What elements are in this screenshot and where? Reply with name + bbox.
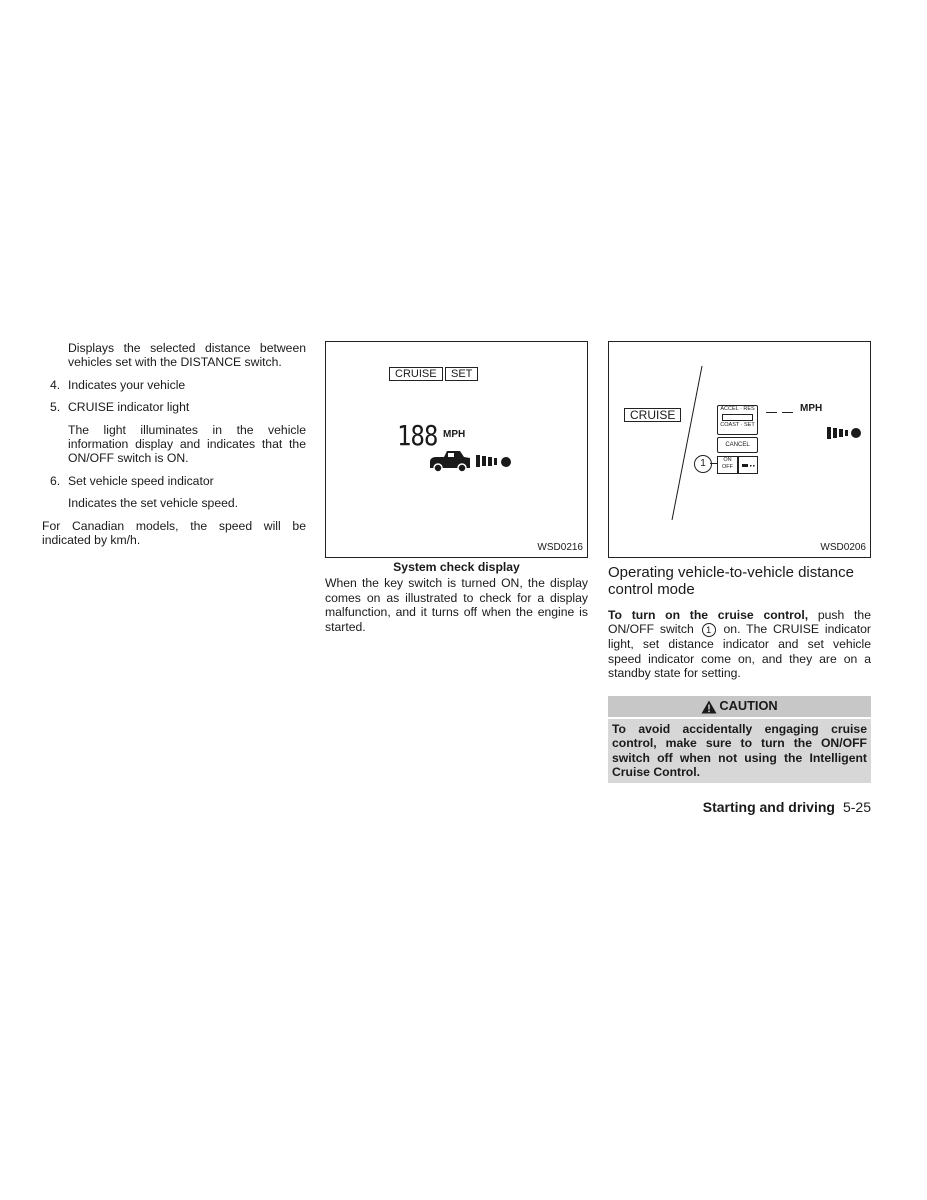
list-item-4: 4. Indicates your vehicle — [50, 377, 186, 392]
accel-coast-switch: ACCEL · RES COAST · SET — [717, 405, 758, 435]
set-speed-description: Indicates the set vehicle speed. — [68, 496, 239, 511]
on-off-switch: ON OFF — [717, 456, 738, 474]
dash-1 — [766, 412, 777, 413]
system-check-figure — [325, 341, 588, 558]
list-item-5: 5. CRUISE indicator light — [50, 400, 190, 415]
cruise-indicator-box: CRUISE — [624, 408, 681, 422]
speed-unit-label: MPH — [800, 403, 823, 414]
cancel-switch: CANCEL — [717, 437, 758, 453]
distance-bars-icon — [826, 425, 866, 441]
system-check-description: When the key switch is turned ON, the display comes on as illustrated to check for a display malfunction, and it turns off when the engine is started. — [325, 576, 588, 634]
warning-icon — [701, 700, 717, 714]
list-item-6: 6. Set vehicle speed indicator — [50, 473, 214, 488]
caution-header — [608, 696, 871, 716]
middle-column — [325, 341, 588, 634]
switch-panel-figure — [608, 341, 871, 558]
page-number: 5-25 — [842, 799, 871, 815]
speed-digits: 188 — [397, 419, 438, 452]
distance-switch — [738, 456, 758, 474]
page-footer — [703, 799, 871, 815]
display-divider-line — [669, 364, 709, 524]
figure-id: WSD0206 — [820, 541, 866, 553]
left-column — [42, 341, 306, 547]
right-column — [608, 341, 871, 783]
distance-icon — [739, 457, 757, 473]
callout-leader — [710, 463, 717, 464]
cruise-indicator-box: CRUISE — [389, 367, 443, 381]
turn-on-instructions: To turn on the cruise control, push the ON/OFF switch 1 on. The CRUISE indicator light, set distance indicator and set vehicle speed indicator come on, and they are on a standby state for setting. — [608, 608, 871, 680]
canadian-note: For Canadian models, the speed will be indicated by km/h. — [42, 518, 306, 548]
caution-text: To avoid accidentally engaging cruise control, make sure to turn the ON/OFF switch off when not using the Intelligent Cruise Control. — [608, 717, 871, 784]
footer-section: Starting and driving — [702, 799, 835, 815]
speed-unit-label: MPH — [443, 429, 466, 440]
figure-caption: System check display — [393, 560, 520, 574]
callout-1: 1 — [694, 455, 712, 473]
vehicle-distance-icon — [426, 446, 526, 476]
figure-id: WSD0216 — [537, 541, 583, 553]
caution-box — [608, 696, 871, 783]
section-heading: Operating vehicle-to-vehicle distance control mode — [608, 564, 854, 598]
callout-1-inline: 1 — [702, 623, 716, 637]
distance-description: Displays the selected distance between vehicles set with the DISTANCE switch. — [68, 341, 306, 370]
dash-2 — [782, 412, 793, 413]
cruise-light-description: The light illuminates in the vehicle information display and indicates that the ON/OFF switch is ON. — [68, 422, 306, 466]
set-indicator-box: SET — [445, 367, 478, 381]
caution-title: CAUTION — [719, 698, 778, 714]
